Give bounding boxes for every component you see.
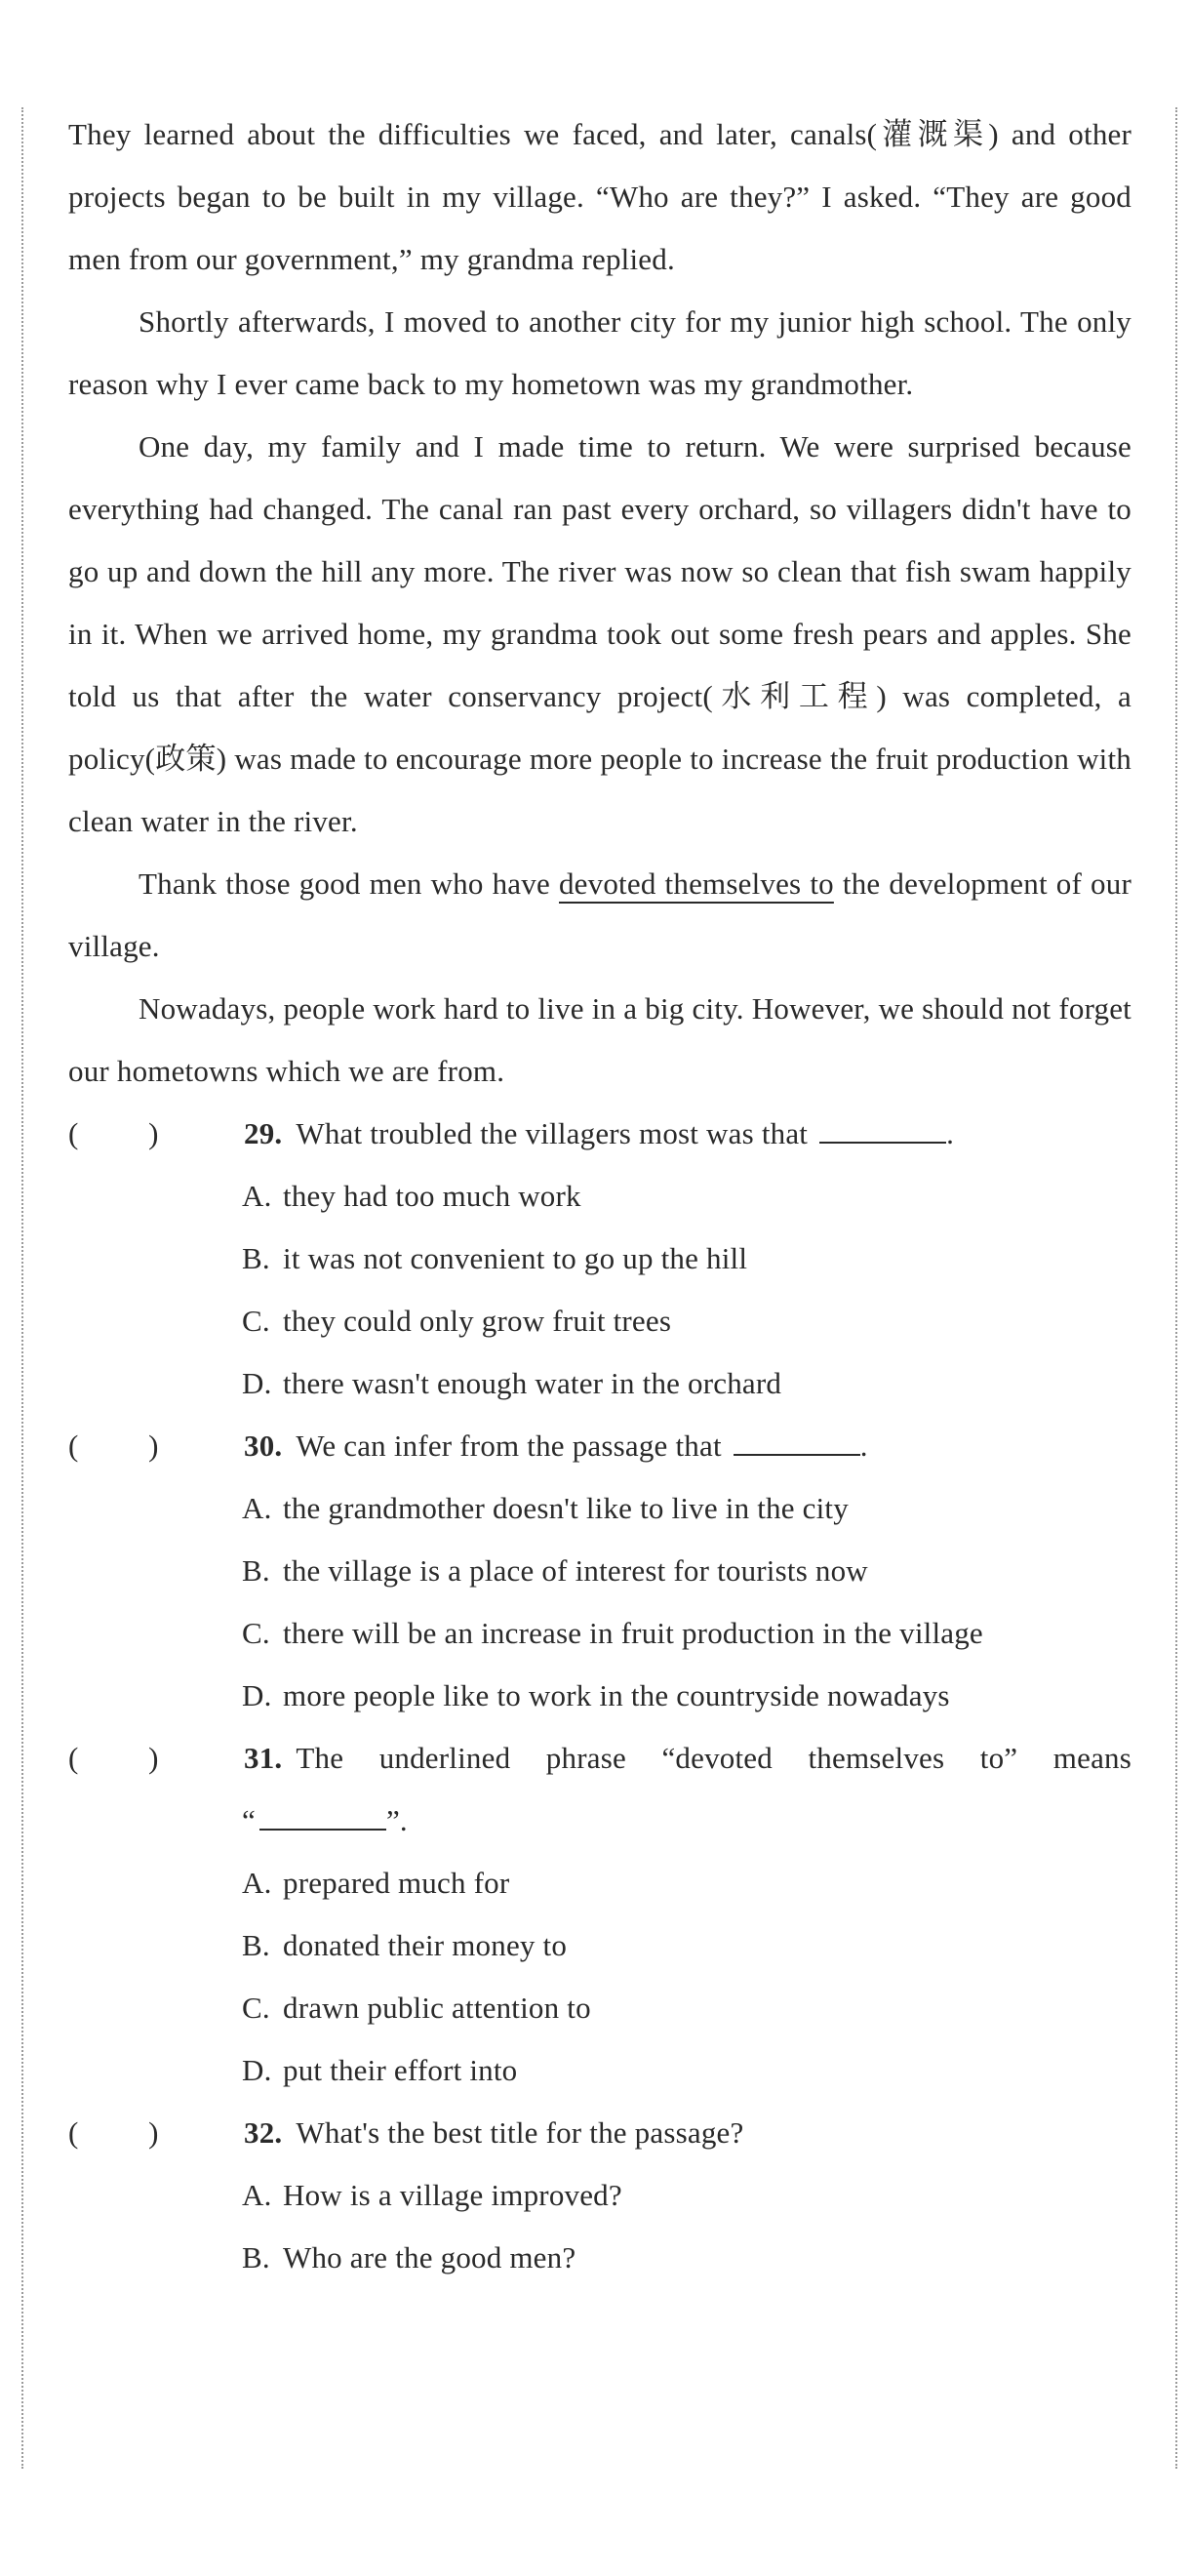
option-a[interactable]: A. prepared much for — [242, 1866, 510, 1900]
page-border-left — [21, 107, 23, 2469]
option-d[interactable]: D. more people like to work in the countryside nowadays — [242, 1678, 950, 1712]
paragraph-4-after: the development of our village. — [68, 866, 1131, 963]
question-stem: What troubled the villagers most was that . — [296, 1116, 955, 1150]
option-b[interactable]: B. Who are the good men? — [242, 2240, 576, 2274]
option-b[interactable]: B. it was not convenient to go up the hill — [242, 1241, 748, 1275]
question-number: 30. — [244, 1429, 283, 1463]
question-31 — [68, 1727, 1131, 2102]
option-d[interactable]: D. there wasn't enough water in the orchard — [242, 1366, 782, 1400]
passage-paragraph-3: One day, my family and I made time to return. We were surprised because everything had changed. The canal ran past every orchard, so villagers didn't have to go up and down the hill any more. The river was now so clean that fish swam happily in it. When we arrived home, my grandma took out some fresh pears and apples. She told us that after the water conservancy project(水利工程) was completed, a policy(政策) was made to encourage more people to increase the fruit production with clean water in the river. — [68, 429, 1131, 838]
answer-blank-31[interactable]: ( ) — [68, 1741, 159, 1775]
question-stem-continuation: “ ”. — [242, 1803, 408, 1837]
option-a[interactable]: A. How is a village improved? — [242, 2178, 622, 2212]
passage-paragraph-5: Nowadays, people work hard to live in a big city. However, we should not forget our hometowns which we are from. — [68, 991, 1131, 1088]
page-border-right — [1175, 107, 1177, 2469]
fill-blank — [734, 1453, 860, 1456]
question-32 — [68, 2102, 1131, 2289]
question-stem: We can infer from the passage that . — [296, 1429, 868, 1463]
option-a[interactable]: A. the grandmother doesn't like to live in the city — [242, 1491, 849, 1525]
passage-paragraph-1: They learned about the difficulties we faced, and later, canals(灌溉渠) and other projects began to be built in my village. “Who are they?” I asked. “They are good men from our government,” my grandma replied. — [68, 117, 1131, 276]
question-number: 31. — [244, 1741, 283, 1775]
fill-blank — [819, 1141, 946, 1144]
question-number: 29. — [244, 1116, 283, 1150]
fill-blank — [259, 1828, 386, 1831]
worksheet-content — [68, 103, 1131, 2289]
underlined-phrase: devoted themselves to — [558, 866, 834, 901]
passage-paragraph-2: Shortly afterwards, I moved to another city for my junior high school. The only reason why I ever came back to my hometown was my grandmother. — [68, 304, 1131, 401]
option-b[interactable]: B. the village is a place of interest for tourists now — [242, 1553, 868, 1588]
option-a[interactable]: A. they had too much work — [242, 1179, 581, 1213]
option-c[interactable]: C. drawn public attention to — [242, 1991, 591, 2025]
question-stem: What's the best title for the passage? — [296, 2115, 744, 2150]
option-c[interactable]: C. there will be an increase in fruit production in the village — [242, 1616, 983, 1650]
question-29 — [68, 1103, 1131, 1415]
option-d[interactable]: D. put their effort into — [242, 2053, 518, 2087]
passage-paragraph-4 — [68, 853, 1131, 978]
question-number: 32. — [244, 2115, 283, 2150]
question-30 — [68, 1415, 1131, 1727]
answer-blank-29[interactable]: ( ) — [68, 1116, 159, 1150]
paragraph-4-before: Thank those good men who have — [139, 866, 559, 901]
question-stem: The underlined phrase “devoted themselves to” means — [296, 1741, 1131, 1775]
option-b[interactable]: B. donated their money to — [242, 1928, 568, 1962]
answer-blank-30[interactable]: ( ) — [68, 1429, 159, 1463]
option-c[interactable]: C. they could only grow fruit trees — [242, 1304, 672, 1338]
answer-blank-32[interactable]: ( ) — [68, 2115, 159, 2150]
